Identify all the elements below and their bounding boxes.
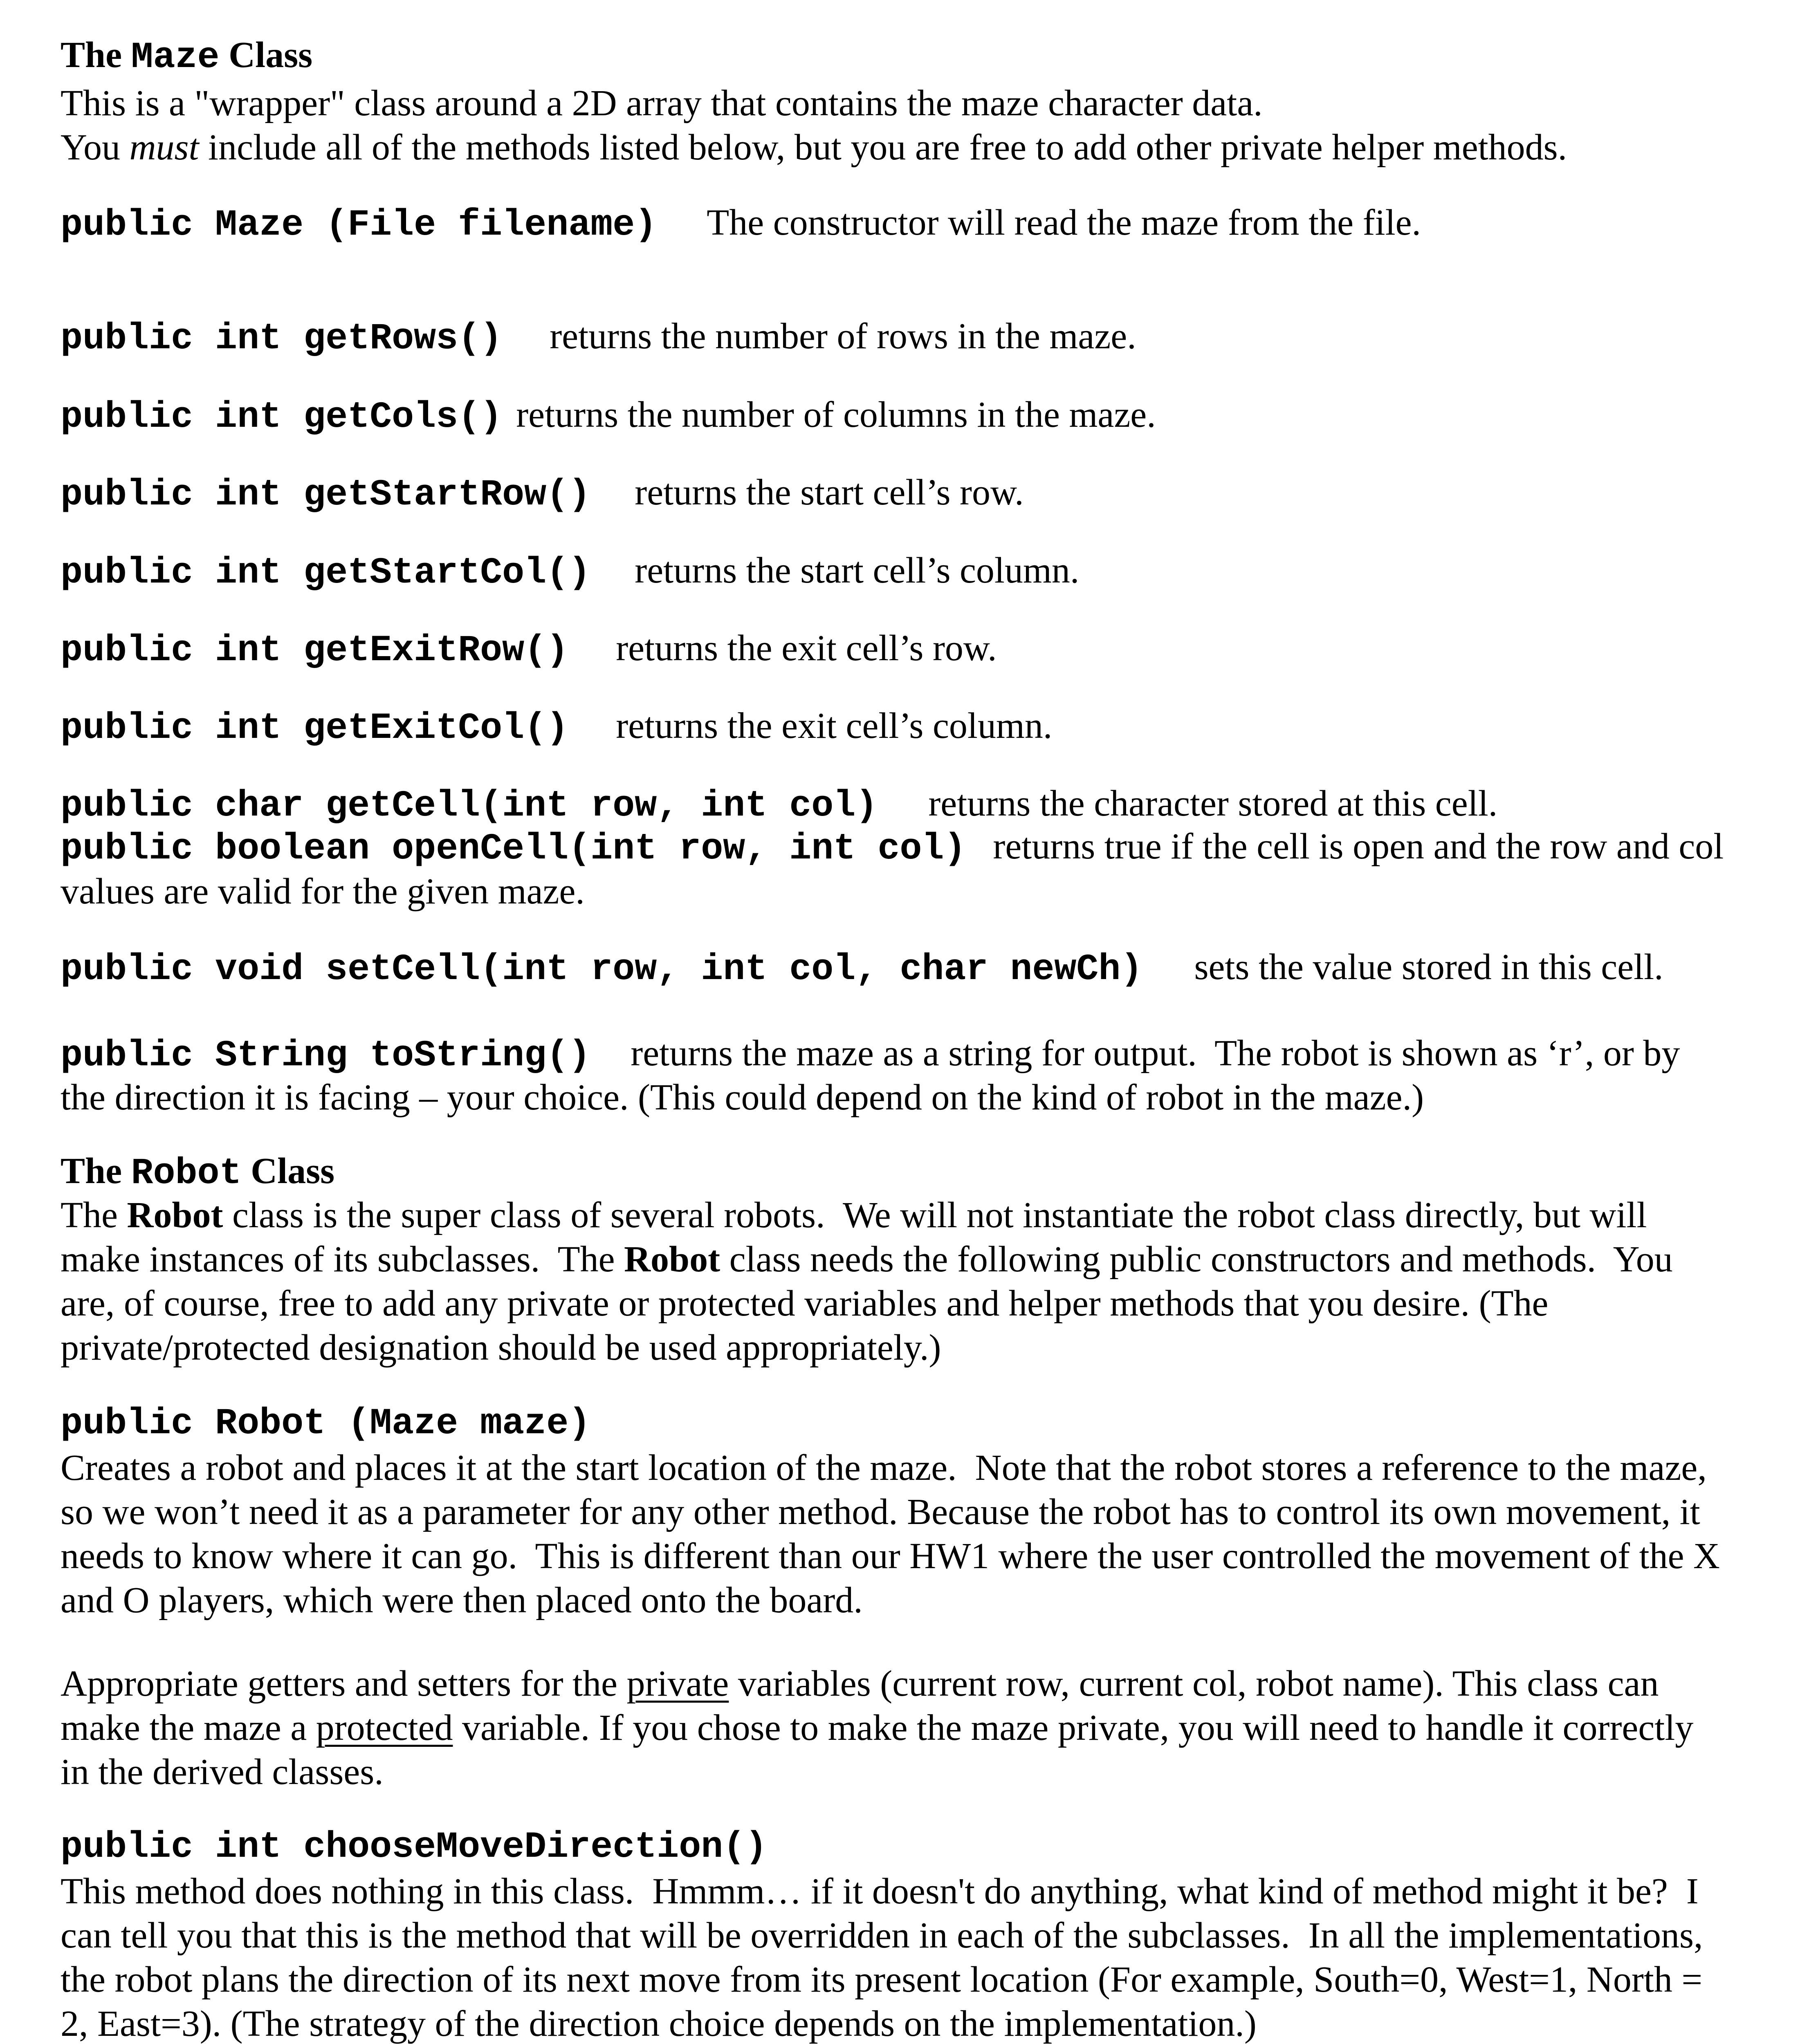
- method-description: returns true if the cell is open and the row and col: [993, 826, 1724, 867]
- robot-intro-line-4: private/protected designation should be used appropriately.): [61, 1327, 941, 1368]
- method-signature: public int getExitRow(): [61, 630, 569, 672]
- maze-intro-line-1: This is a "wrapper" class around a 2D array that contains the maze character data.: [61, 83, 1263, 123]
- method-description: sets the value stored in this cell.: [1194, 947, 1663, 987]
- method-tostring: [61, 1032, 1680, 1078]
- getters-setters-line-3: in the derived classes.: [61, 1752, 384, 1792]
- method-signature: public Maze (File filename): [61, 204, 657, 246]
- method-description: The constructor will read the maze from the file.: [707, 202, 1421, 243]
- choose-move-direction-desc-1: This method does nothing in this class. Hmmm… if it doesn't do anything, what kind of method might it be? I: [61, 1871, 1699, 1912]
- robot-constructor-desc-4: and O players, which were then placed onto the board.: [61, 1580, 863, 1620]
- maze-class-heading: The Maze Class: [61, 35, 313, 78]
- robot-intro-line-2: make instances of its subclasses. The Robot class needs the following public constructors and methods. You: [61, 1239, 1673, 1280]
- robot-intro-line-3: are, of course, free to add any private or protected variables and helper methods that you desire. (The: [61, 1283, 1549, 1324]
- method-tostring-desc-cont: the direction it is facing – your choice. (This could depend on the kind of robot in the maze.): [61, 1077, 1424, 1118]
- method-getexitcol: [61, 704, 1052, 750]
- method-getrows: [61, 315, 1136, 361]
- method-description: returns the exit cell’s row.: [616, 628, 997, 668]
- robot-constructor-desc-3: needs to know where it can go. This is different than our HW1 where the user controlled the movement of the X: [61, 1536, 1720, 1576]
- method-description: returns the character stored at this cell.: [928, 783, 1498, 824]
- robot-class-heading: The Robot Class: [61, 1151, 335, 1195]
- method-getcols: [61, 393, 1156, 439]
- method-description: returns the number of columns in the maze.: [516, 394, 1156, 435]
- method-signature: public int getRows(): [61, 318, 503, 360]
- method-signature: public boolean openCell(int row, int col): [61, 828, 966, 870]
- method-signature: public int getCols(): [61, 397, 503, 438]
- method-getcell: [61, 782, 1497, 828]
- choose-move-direction-desc-4: 2, East=3). (The strategy of the direction choice depends on the implementation.): [61, 2004, 1257, 2044]
- method-description: returns the exit cell’s column.: [616, 706, 1053, 746]
- getters-setters-line-1: Appropriate getters and setters for the private variables (current row, current col, robot name). This class can: [61, 1663, 1659, 1704]
- method-signature: public int getStartRow(): [61, 474, 591, 516]
- method-description: returns the start cell’s row.: [635, 472, 1024, 513]
- method-opencell-desc-cont: values are valid for the given maze.: [61, 871, 585, 912]
- maze-intro-line-2: You must include all of the methods listed below, but you are free to add other private helper methods.: [61, 127, 1567, 168]
- robot-constructor-signature: public Robot (Maze maze): [61, 1403, 591, 1445]
- method-getstartrow: [61, 471, 1024, 517]
- choose-move-direction-desc-2: can tell you that this is the method that will be overridden in each of the subclasses. In all the implementations,: [61, 1915, 1703, 1956]
- method-signature: public char getCell(int row, int col): [61, 785, 878, 827]
- method-constructor-maze: [61, 201, 1421, 247]
- getters-setters-line-2: make the maze a protected variable. If you chose to make the maze private, you will need to handle it correctly: [61, 1708, 1694, 1748]
- method-signature: public String toString(): [61, 1035, 591, 1077]
- robot-constructor-desc-2: so we won’t need it as a parameter for any other method. Because the robot has to control its own movement, it: [61, 1492, 1700, 1532]
- method-description: returns the maze as a string for output. The robot is shown as ‘r’, or by: [631, 1033, 1680, 1074]
- method-getstartcol: [61, 549, 1079, 595]
- method-getexitrow: [61, 627, 997, 672]
- method-signature: public int getStartCol(): [61, 552, 591, 594]
- method-description: returns the start cell’s column.: [635, 550, 1080, 591]
- method-description: returns the number of rows in the maze.: [550, 316, 1136, 356]
- robot-intro-line-1: The Robot class is the super class of several robots. We will not instantiate the robot class directly, but will: [61, 1195, 1647, 1235]
- method-opencell: [61, 825, 1724, 871]
- method-signature: public void setCell(int row, int col, char newCh): [61, 949, 1143, 991]
- method-signature: public int getExitCol(): [61, 708, 569, 749]
- choose-move-direction-signature: public int chooseMoveDirection(): [61, 1827, 768, 1868]
- choose-move-direction-desc-3: the robot plans the direction of its next move from its present location (For example, South=0, West=1, North =: [61, 1959, 1703, 2000]
- robot-constructor-desc-1: Creates a robot and places it at the start location of the maze. Note that the robot stores a reference to the maze,: [61, 1448, 1707, 1488]
- method-setcell: [61, 946, 1663, 991]
